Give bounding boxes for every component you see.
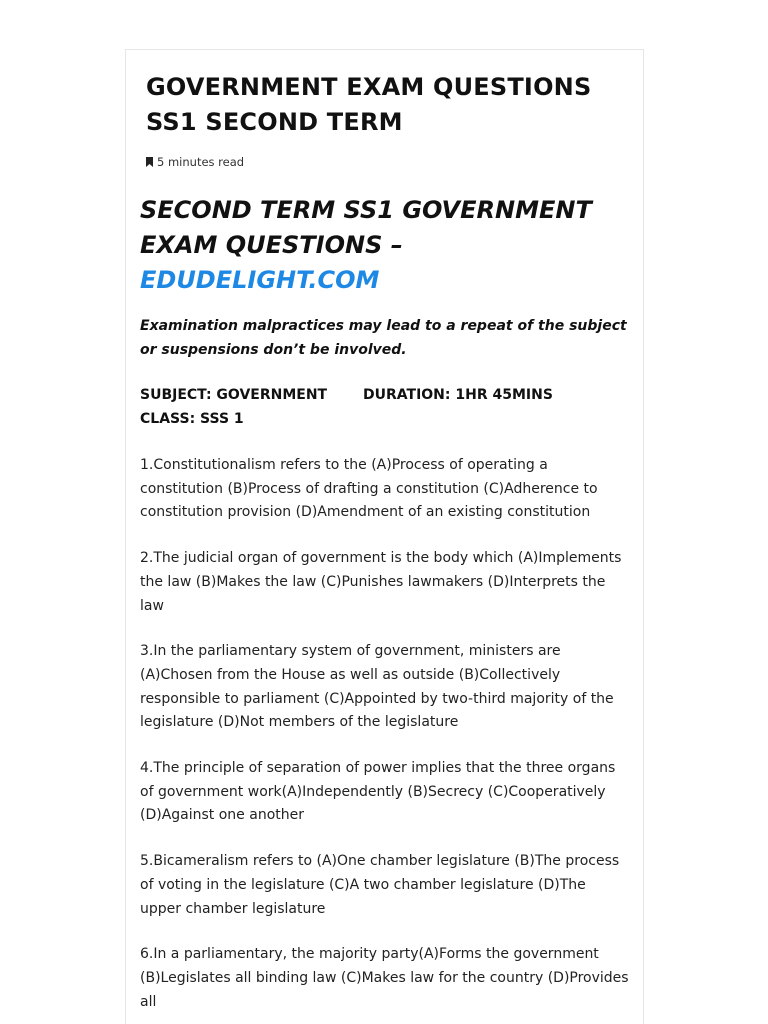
bookmark-icon bbox=[146, 157, 153, 167]
subject-label: SUBJECT: GOVERNMENT bbox=[140, 387, 328, 403]
site-link[interactable]: EDUDELIGHT.COM bbox=[140, 266, 380, 294]
question-1: 1.Constitutionalism refers to the (A)Process of operating a constitution (B)Process of drafting a constitution (C)Adherence to constitution provision (D)Amendment of an existing constitution bbox=[140, 457, 598, 521]
question-6: 6.In a parliamentary, the majority party(A)Forms the government (B)Legislates all binding law (C)Makes law for the country (D)Provides all bbox=[140, 946, 629, 1010]
article-card bbox=[125, 49, 644, 1024]
article-body bbox=[140, 193, 630, 1014]
class-label: CLASS: SSS 1 bbox=[140, 411, 244, 427]
exam-info bbox=[140, 383, 630, 431]
article-heading bbox=[140, 193, 630, 298]
malpractice-note: Examination malpractices may lead to a repeat of the subject or suspensions don’t be involved. bbox=[140, 318, 627, 358]
question-3: 3.In the parliamentary system of government, ministers are (A)Chosen from the House as well as outside (B)Collectively responsible to parliament (C)Appointed by two-third majority of the legislature (D)Not members of the legislature bbox=[140, 643, 614, 731]
exam-info-row bbox=[140, 383, 630, 407]
question-5: 5.Bicameralism refers to (A)One chamber legislature (B)The process of voting in the legislature (C)A two chamber legislature (D)The upper chamber legislature bbox=[140, 853, 620, 917]
read-time-label: 5 minutes read bbox=[157, 155, 245, 169]
read-time bbox=[146, 155, 244, 169]
duration-label: DURATION: 1HR 45MINS bbox=[363, 387, 553, 403]
page-title: GOVERNMENT EXAM QUESTIONS SS1 SECOND TERM bbox=[146, 73, 592, 136]
article-heading-text: SECOND TERM SS1 GOVERNMENT EXAM QUESTIONS – bbox=[140, 196, 592, 259]
question-2: 2.The judicial organ of government is the body which (A)Implements the law (B)Makes the law (C)Punishes lawmakers (D)Interprets the law bbox=[140, 550, 622, 614]
question-4: 4.The principle of separation of power implies that the three organs of government work(A)Independently (B)Secrecy (C)Cooperatively (D)Against one another bbox=[140, 760, 616, 824]
